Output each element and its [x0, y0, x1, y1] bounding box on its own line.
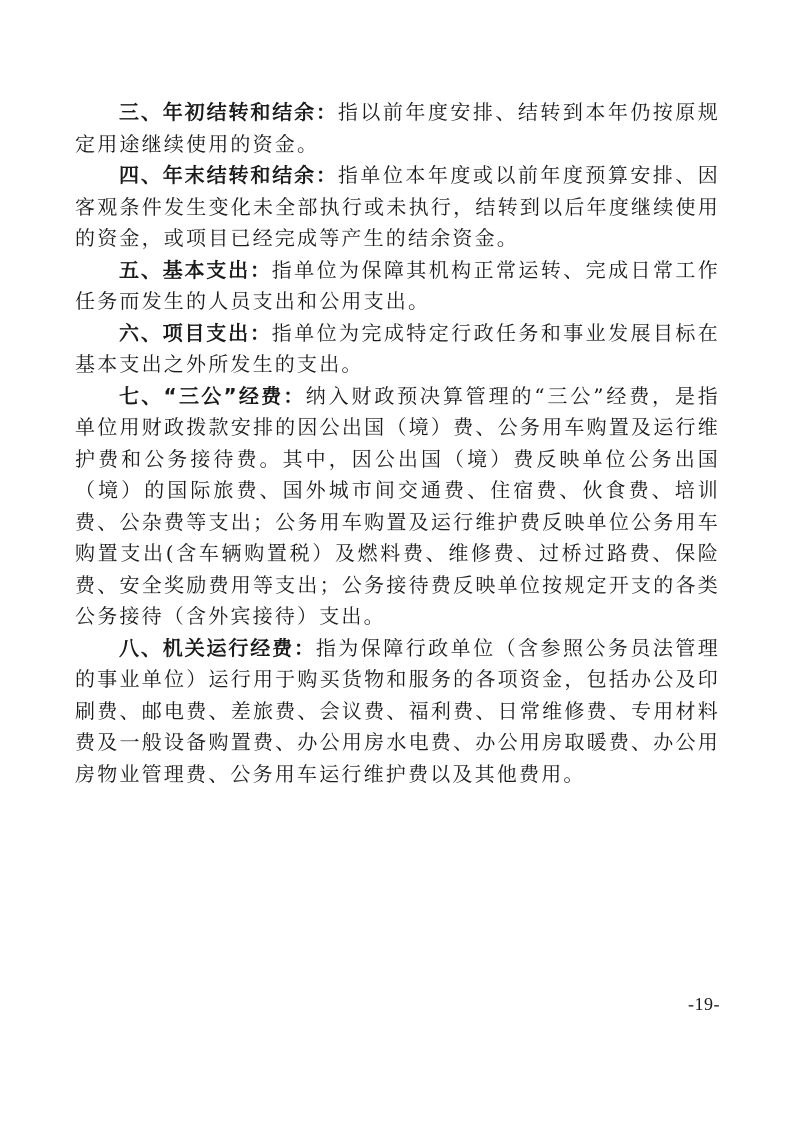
paragraph-three-public-funds [75, 381, 720, 633]
definition-year-end-carryover: 指单位本年度或以前年度预算安排、因客观条件发生变化未全部执行或未执行，结转到以后年度继续使用的资金，或项目已经完成等产生的结余资金。 [75, 163, 720, 250]
definition-basic-expenditure: 指单位为保障其机构正常运转、完成日常工作任务而发生的人员支出和公用支出。 [75, 257, 721, 313]
term-basic-expenditure: 五、基本支出： [119, 257, 272, 282]
page-number: -19- [688, 994, 720, 1014]
term-year-start-carryover: 三、年初结转和结余： [119, 100, 338, 124]
term-year-end-carryover: 四、年末结转和结余： [119, 163, 338, 187]
document-body [75, 97, 720, 790]
definition-three-public-funds: 纳入财政预决算管理的“三公”经费，是指单位用财政拨款安排的因公出国（境）费、公务用车购置及运行维护费和公务接待费。其中，因公出国（境）费反映单位公务出国（境）的国际旅费、国外城市间交通费、住宿费、伙食费、培训费、公杂费等支出；公务用车购置及运行维护费反映单位公务用车购置支出(含车辆购置税）及燃料费、维修费、过桥过路费、保险费、安全奖励费用等支出；公务接待费反映单位按规定开支的各类公务接待（含外宾接待）支出。 [75, 383, 720, 628]
definition-year-start-carryover: 指以前年度安排、结转到本年仍按原规定用途继续使用的资金。 [75, 100, 720, 156]
paragraph-project-expenditure [75, 318, 720, 381]
paragraph-year-end-carryover [75, 160, 720, 255]
definition-agency-operating-funds: 指为保障行政单位（含参照公务员法管理的事业单位）运行用于购买货物和服务的各项资金，包括办公及印刷费、邮电费、差旅费、会议费、福利费、日常维修费、专用材料费及一般设备购置费、办公用房水电费、办公用房取暖费、办公用房物业管理费、公务用车运行维护费以及其他费用。 [75, 635, 720, 786]
paragraph-year-start-carryover [75, 97, 720, 160]
term-three-public-funds: 七、“三公”经费： [119, 383, 306, 408]
definition-project-expenditure: 指单位为完成特定行政任务和事业发展目标在基本支出之外所发生的支出。 [75, 320, 721, 376]
paragraph-agency-operating-funds [75, 633, 720, 791]
term-agency-operating-funds: 八、机关运行经费： [119, 635, 316, 660]
paragraph-basic-expenditure [75, 255, 720, 318]
term-project-expenditure: 六、项目支出： [119, 320, 272, 345]
